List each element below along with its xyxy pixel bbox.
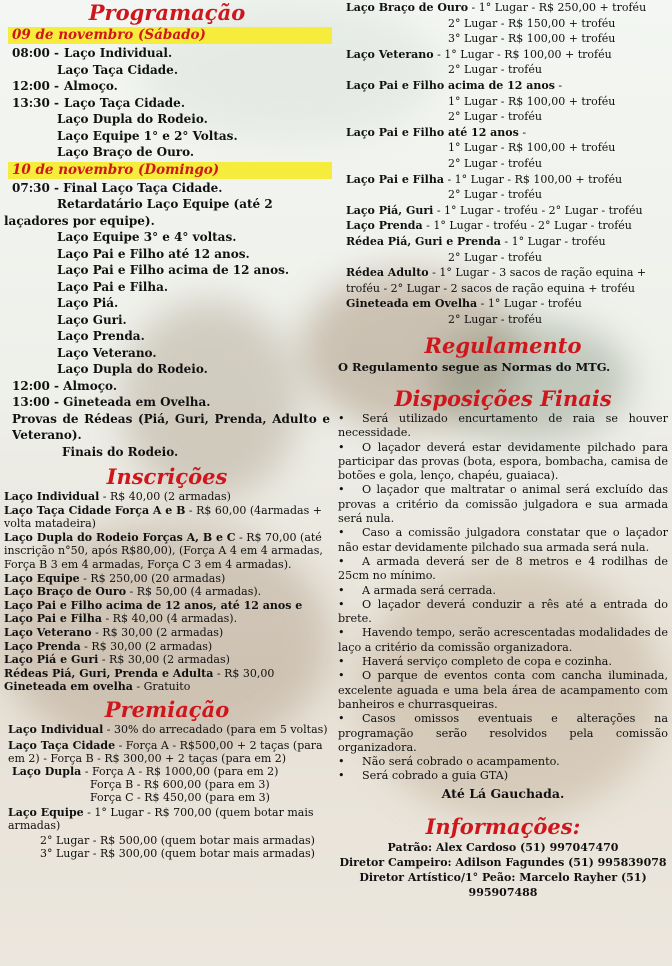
premio-item bbox=[338, 172, 668, 188]
premio-name: Gineteada em Ovelha bbox=[346, 297, 478, 311]
programacao-title: Programação bbox=[88, 0, 246, 25]
day2-retardatario: Retardatário Laço Equipe (até 2 laçadores por equipe). bbox=[4, 197, 273, 228]
informacoes-title: Informações: bbox=[425, 814, 581, 840]
disposicao-item bbox=[338, 755, 668, 769]
disposicao-text: O laçador deverá conduzir a rês até a entrada do brete. bbox=[338, 597, 668, 626]
disposicao-text: O parque de eventos conta com cancha iluminada, excelente aguada e uma bela área de acampamento com banheiros e churrasqueiras. bbox=[338, 669, 668, 711]
regulamento-text: O Regulamento segue as Normas do MTG. bbox=[338, 360, 611, 375]
disposicao-text: Não será cobrado o acampamento. bbox=[362, 755, 560, 769]
premio-equipe: Laço Equipe - 1° Lugar - R$ 700,00 (quem botar mais armadas) bbox=[8, 805, 314, 832]
inscricao-item bbox=[4, 504, 330, 531]
premio-detail: - 1° Lugar - 3 sacos de ração equina + troféu - 2° Lugar - 2 sacos de ração equina + troféu bbox=[346, 266, 647, 295]
bullet-icon: • bbox=[338, 440, 345, 454]
disposicao-item bbox=[338, 483, 668, 526]
bullet-icon: • bbox=[338, 583, 345, 597]
premio-sub-item: 2° Lugar - troféu bbox=[448, 156, 542, 170]
inscricao-item bbox=[4, 667, 330, 681]
schedule-item bbox=[4, 62, 330, 79]
inscricao-detail: - R$ 60,00 (4armadas + volta matadeira) bbox=[4, 503, 322, 531]
premio-item bbox=[338, 203, 668, 219]
info-line: Diretor Artístico/1° Peão: Marcelo Rayher (51) 995907488 bbox=[359, 871, 647, 900]
schedule-time: 08:00 - bbox=[12, 46, 59, 60]
disposicao-item bbox=[338, 669, 668, 712]
inscricao-name: Gineteada em ovelha bbox=[4, 680, 133, 694]
premio-equipe-2: 2° Lugar - R$ 500,00 (quem botar mais armadas) bbox=[40, 833, 315, 847]
bullet-icon: • bbox=[338, 626, 345, 640]
inscricao-name: Laço Piá e Guri bbox=[4, 653, 99, 667]
premio-detail: - bbox=[518, 125, 527, 139]
schedule-item bbox=[4, 111, 330, 128]
bullet-icon: • bbox=[338, 411, 345, 425]
disposicao-text: Casos omissos eventuais e alterações na programação serão resolvidos pela comissão organizadora. bbox=[338, 712, 668, 754]
bullet-icon: • bbox=[338, 712, 345, 726]
inscricao-detail: - R$ 30,00 (2 armadas) bbox=[80, 639, 213, 653]
premio-equipe-3: 3° Lugar - R$ 300,00 (quem botar mais armadas) bbox=[40, 846, 315, 860]
disposicoes-list bbox=[338, 412, 668, 784]
premio-detail: - 1° Lugar - R$ 250,00 + troféu bbox=[468, 1, 647, 14]
schedule-item: Laço Pai e Filha. bbox=[57, 279, 169, 294]
premio-name: Laço Pai e Filho acima de 12 anos bbox=[346, 78, 555, 92]
disposicao-item bbox=[338, 555, 668, 584]
premio-sub-item: 1° Lugar - R$ 100,00 + troféu bbox=[448, 94, 616, 108]
disposicao-item bbox=[338, 769, 668, 783]
bullet-icon: • bbox=[338, 769, 345, 783]
premio-sub-item: 3° Lugar - R$ 100,00 + troféu bbox=[448, 32, 616, 46]
inscricao-detail: - R$ 40,00 (2 armadas) bbox=[99, 490, 231, 503]
schedule-item: Laço Guri. bbox=[57, 312, 127, 327]
premio-name: Laço Veterano bbox=[346, 47, 434, 61]
inscricao-detail: - R$ 70,00 (até inscrição n°50, após R$80,00), (Força A 4 em 4 armadas, Força B 3 em 4 armadas, Força C 3 em 4 armadas). bbox=[4, 530, 323, 571]
day1-date: 09 de novembro (Sábado) bbox=[8, 27, 332, 44]
premio-item bbox=[338, 78, 668, 94]
inscricao-item bbox=[4, 640, 330, 654]
premio-detail: - 1° Lugar - troféu - 2° Lugar - troféu bbox=[422, 219, 632, 233]
premiacao-continuacao bbox=[338, 0, 668, 327]
premio-name: Laço Piá, Guri bbox=[346, 203, 434, 217]
day1-schedule bbox=[4, 45, 330, 161]
schedule-item: Laço Piá. bbox=[57, 296, 119, 310]
premio-sub-item: 1° Lugar - R$ 100,00 + troféu bbox=[448, 141, 616, 155]
schedule-item: Laço Dupla do Rodeio. bbox=[57, 362, 208, 376]
schedule-item: Laço Pai e Filho até 12 anos. bbox=[57, 246, 250, 261]
schedule-item bbox=[4, 144, 330, 161]
inscricao-detail: - R$ 30,00 (2 armadas) bbox=[98, 653, 230, 667]
premio-dupla-b: Força B - R$ 600,00 (para em 3) bbox=[90, 777, 270, 791]
premio-name: Laço Prenda bbox=[346, 219, 423, 233]
schedule-text: Laço Dupla do Rodeio. bbox=[57, 112, 208, 126]
disposicao-text: Caso a comissão julgadora constatar que o laçador não estar devidamente pilchado sua armada será nula. bbox=[338, 526, 668, 554]
premio-individual: Laço Individual - 30% do arrecadado (para em 5 voltas) bbox=[8, 722, 328, 736]
premio-name: Laço Pai e Filho até 12 anos bbox=[346, 125, 519, 139]
disposicao-item bbox=[338, 584, 668, 598]
disposicao-text: A armada será cerrada. bbox=[362, 583, 496, 597]
inscricao-name: Laço Taça Cidade Força A e B bbox=[4, 503, 186, 517]
inscricoes-title: Inscrições bbox=[106, 464, 228, 489]
inscricao-name: Laço Prenda bbox=[4, 639, 81, 653]
schedule-time: 13:30 - bbox=[12, 95, 59, 110]
day2-provas: Provas de Rédeas (Piá, Guri, Prenda, Adulto e Veterano). bbox=[12, 411, 330, 442]
disposicao-item bbox=[338, 526, 668, 555]
schedule-item: Laço Pai e Filho acima de 12 anos. bbox=[57, 263, 290, 277]
disposicao-item bbox=[338, 441, 668, 484]
premio-sub-item: 2° Lugar - troféu bbox=[448, 110, 542, 124]
schedule-text: Almoço. bbox=[64, 79, 118, 93]
premio-sub-item: 2° Lugar - troféu bbox=[448, 250, 542, 264]
disposicao-item bbox=[338, 598, 668, 627]
day2-almoco: 12:00 - Almoço. bbox=[12, 378, 118, 393]
schedule-text: Laço Taça Cidade. bbox=[64, 95, 185, 110]
disposicao-text: Haverá serviço completo de copa e cozinha. bbox=[362, 655, 612, 669]
closing-text: Até Lá Gauchada. bbox=[441, 785, 565, 801]
left-column bbox=[4, 0, 330, 860]
day2-first-item: 07:30 - Final Laço Taça Cidade. bbox=[12, 180, 223, 195]
schedule-item: Laço Equipe 3° e 4° voltas. bbox=[57, 230, 237, 244]
schedule-item bbox=[4, 45, 330, 62]
premio-item bbox=[338, 234, 668, 250]
inscricao-item bbox=[4, 626, 330, 640]
inscricao-detail: - Gratuito bbox=[132, 680, 191, 694]
schedule-text: Laço Taça Cidade. bbox=[57, 62, 178, 77]
premio-detail: - bbox=[554, 78, 563, 92]
premio-dupla: Laço Dupla - Força A - R$ 1000,00 (para em 2) bbox=[12, 764, 279, 778]
premio-name: Laço Braço de Ouro bbox=[346, 1, 469, 14]
premiacao-title: Premiação bbox=[104, 696, 230, 722]
inscricao-item bbox=[4, 599, 330, 626]
premio-item bbox=[338, 47, 668, 63]
premio-item bbox=[338, 0, 668, 16]
inscricao-detail: - R$ 30,00 (2 armadas) bbox=[91, 625, 224, 639]
premio-sub-item: 2° Lugar - troféu bbox=[448, 312, 542, 326]
schedule-text: Laço Individual. bbox=[64, 46, 173, 60]
inscricao-name: Rédeas Piá, Guri, Prenda e Adulta bbox=[4, 666, 214, 680]
bullet-icon: • bbox=[338, 597, 345, 611]
inscricao-name: Laço Dupla do Rodeio Forças A, B e C bbox=[4, 530, 236, 544]
disposicao-item bbox=[338, 655, 668, 669]
inscricao-detail: - R$ 250,00 (20 armadas) bbox=[79, 571, 226, 585]
inscricao-item bbox=[4, 585, 330, 599]
premio-detail: - 1° Lugar - R$ 100,00 + troféu bbox=[443, 172, 623, 186]
premio-name: Rédea Adulto bbox=[346, 266, 429, 280]
right-column bbox=[338, 0, 668, 900]
day2-date: 10 de novembro (Domingo) bbox=[8, 162, 332, 179]
bullet-icon: • bbox=[338, 755, 345, 769]
inscricao-name: Laço Pai e Filho acima de 12 anos, até 12 anos e Laço Pai e Filha bbox=[4, 598, 303, 626]
day2-finais: Finais do Rodeio. bbox=[62, 444, 179, 459]
disposicao-text: Será cobrado a guia GTA) bbox=[362, 769, 509, 783]
inscricao-detail: - R$ 50,00 (4 armadas). bbox=[126, 585, 262, 599]
premio-detail: - 1° Lugar - troféu bbox=[477, 297, 582, 311]
premio-detail: - 1° Lugar - troféu bbox=[500, 234, 606, 248]
disposicao-item bbox=[338, 412, 668, 441]
disposicao-item bbox=[338, 626, 668, 655]
disposicoes-title: Disposições Finais bbox=[394, 385, 612, 411]
inscricao-item bbox=[4, 531, 330, 572]
disposicao-text: O laçador deverá estar devidamente pilchado para participar das provas (bota, espora, bombacha, camisa de botões e gola, lenço, chapéu, guaiaca). bbox=[338, 440, 668, 483]
schedule-item bbox=[4, 95, 330, 112]
inscricao-item bbox=[4, 490, 330, 504]
bullet-icon: • bbox=[338, 526, 345, 540]
schedule-item bbox=[4, 78, 330, 95]
schedule-text: Laço Equipe 1° e 2° Voltas. bbox=[57, 128, 238, 143]
premio-sub-item: 2° Lugar - troféu bbox=[448, 63, 542, 77]
premio-item bbox=[338, 265, 668, 296]
inscricao-name: Laço Braço de Ouro bbox=[4, 585, 127, 599]
regulamento-title: Regulamento bbox=[424, 333, 582, 359]
premio-detail: - 1° Lugar - troféu - 2° Lugar - troféu bbox=[433, 203, 643, 217]
disposicao-item bbox=[338, 712, 668, 755]
day2-gineteada: 13:00 - Gineteada em Ovelha. bbox=[12, 395, 211, 409]
inscricao-item bbox=[4, 680, 330, 694]
inscricao-item bbox=[4, 572, 330, 586]
inscricao-name: Laço Veterano bbox=[4, 625, 92, 639]
premio-taca: Laço Taça Cidade - Força A - R$500,00 + 2 taças (para em 2) - Força B - R$ 300,00 + 2 taças (para em 2) bbox=[8, 738, 323, 765]
bullet-icon: • bbox=[338, 554, 345, 568]
bullet-icon: • bbox=[338, 483, 345, 497]
inscricao-name: Laço Equipe bbox=[4, 571, 80, 585]
premio-dupla-c: Força C - R$ 450,00 (para em 3) bbox=[90, 790, 270, 804]
inscricoes-list bbox=[4, 490, 330, 694]
day2-schedule bbox=[4, 229, 330, 378]
bullet-icon: • bbox=[338, 669, 345, 683]
inscricao-detail: - R$ 30,00 bbox=[213, 666, 275, 680]
schedule-text: Laço Braço de Ouro. bbox=[57, 145, 195, 159]
disposicao-text: Será utilizado encurtamento de raia se houver necessidade. bbox=[338, 411, 668, 440]
inscricao-item bbox=[4, 653, 330, 667]
premio-name: Rédea Piá, Guri e Prenda bbox=[346, 234, 501, 248]
info-line: Diretor Campeiro: Adilson Fagundes (51) 995839078 bbox=[339, 856, 667, 870]
premio-detail: - 1° Lugar - R$ 100,00 + troféu bbox=[433, 47, 612, 61]
disposicao-text: A armada deverá ser de 8 metros e 4 rodilhas de 25cm no mínimo. bbox=[338, 554, 668, 583]
schedule-item: Laço Prenda. bbox=[57, 329, 145, 343]
informacoes-list bbox=[338, 840, 668, 900]
schedule-item bbox=[4, 128, 330, 145]
premio-item bbox=[338, 218, 668, 234]
inscricao-detail: - R$ 40,00 (4 armadas). bbox=[101, 612, 238, 626]
disposicao-text: O laçador que maltratar o animal será excluído das provas a critério da comissão julgadora e sua armada será nula. bbox=[338, 483, 668, 526]
info-line: Patrão: Alex Cardoso (51) 997047470 bbox=[387, 841, 619, 855]
disposicao-text: Havendo tempo, serão acrescentadas modalidades de laço a critério da comissão organizadora. bbox=[338, 626, 668, 654]
bullet-icon: • bbox=[338, 655, 345, 669]
inscricao-name: Laço Individual bbox=[4, 490, 100, 503]
premio-item bbox=[338, 125, 668, 141]
premio-item bbox=[338, 296, 668, 312]
schedule-item: Laço Veterano. bbox=[57, 345, 157, 360]
premio-sub-item: 2° Lugar - R$ 150,00 + troféu bbox=[448, 16, 616, 30]
premio-name: Laço Pai e Filha bbox=[346, 172, 444, 186]
premio-sub-item: 2° Lugar - troféu bbox=[448, 188, 542, 202]
schedule-time: 12:00 - bbox=[12, 79, 59, 93]
